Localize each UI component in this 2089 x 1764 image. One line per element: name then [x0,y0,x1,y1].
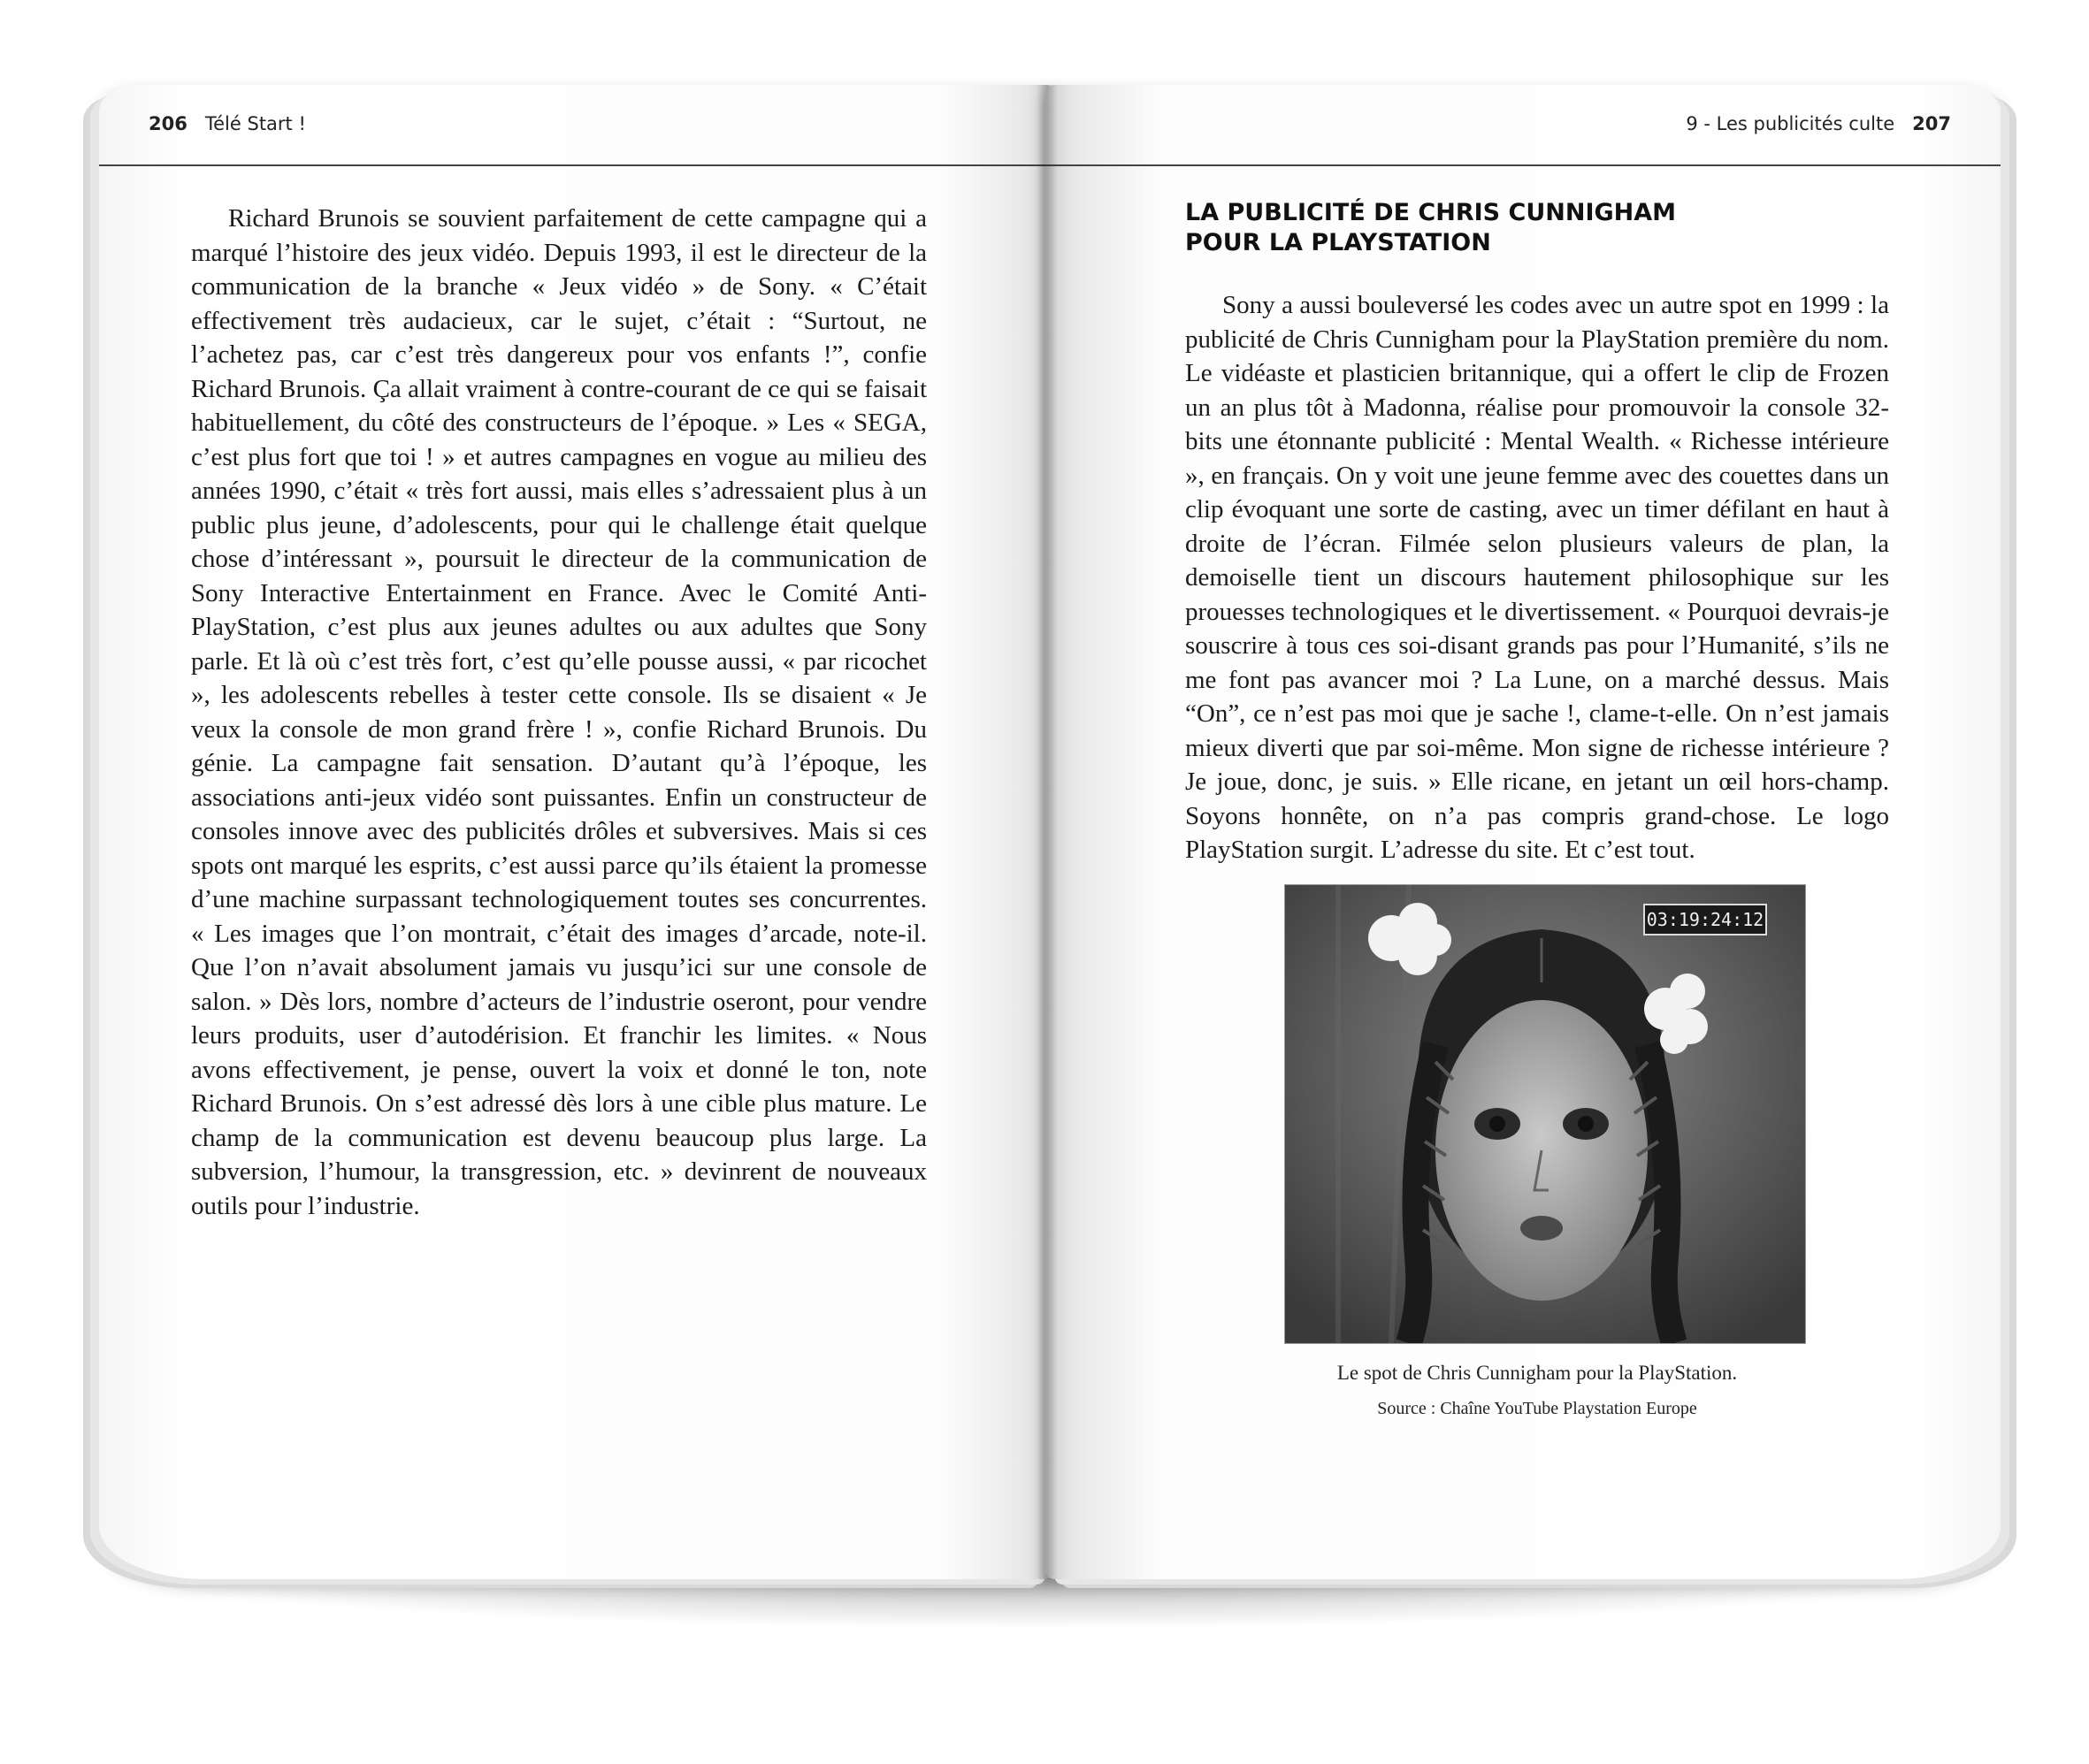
left-paragraph: Richard Brunois se souvient parfaitement de cette campagne qui a marqué l’histoire des jeux vidéo. Depuis 1993, il est le directeur de la communication de la branche « Jeux vidéo » de Sony. « C’était effectivement très audacieux, car le sujet, c’était : “Surtout, ne l’achetez pas, car c’est très dangereux pour vos enfants !”, confie Richard Brunois. Ça allait vraiment à contre-courant de ce qui se faisait habituellement, du côté des constructeurs de l’époque. » Les « SEGA, c’est plus fort que toi ! » et autres campagnes en vogue au milieu des années 1990, c’était « très fort aussi, mais elles s’adressaient plus à un public plus jeune, d’adolescents, pour qui le challenge était quelque chose d’intéressant », poursuit le directeur de la communication de Sony Interactive Entertainment en France. Avec le Comité Anti-PlayStation, c’est plus aux jeunes adultes ou aux adultes que Sony parle. Et là où c’est très fort, c’est qu’elle pousse aussi, « par ricochet », les adolescents rebelles à tester cette console. Ils se disaient « Je veux la console de mon grand frère ! », confie Richard Brunois. Du génie. La campagne fait sensation. D’autant qu’à l’époque, les associations anti-jeux vidéo sont puissantes. Enfin un constructeur de consoles innove avec des publicités drôles et subversives. Mais si ces spots ont marqué les esprits, c’est aussi parce qu’ils étaient la promesse d’une machine surpassant technologiquement toutes ses concurrentes. « Les images que l’on montrait, c’était des images d’arcade, note-il. Que l’on n’avait absolument jamais vu jusqu’ici sur une console de salon. » Dès lors, nombre d’acteurs de l’industrie oseront, pour vendre leurs produits, user d’autodérision. Et franchir les limites. « Nous avons effectivement, je pense, ouvert la voix et donné le ton, note Richard Brunois. On s’est adressé dès lors à une cible plus mature. Le champ de la communication est devenu beaucoup plus large. La subversion, l’humour, la transgression, etc. » devinrent de nouveaux outils pour l’industrie. [191,204,927,1220]
figure-caption: Le spot de Chris Cunnigham pour la PlayStation. [1336,1362,1738,1384]
right-body-text [1185,288,1889,867]
left-running-title: Télé Start ! [204,113,306,134]
right-page [1045,85,2001,1579]
video-still-figure [1284,884,1806,1344]
left-header-rule [99,164,1054,166]
video-still-illustration [1285,885,1805,1343]
section-heading [1185,198,1857,258]
left-body-text [191,202,927,1223]
right-paragraph: Sony a aussi bouleversé les codes avec un autre spot en 1999 : la publicité de Chris Cunnigham pour la PlayStation première du nom. Le vidéaste et plasticien britannique, qui a offert le clip de Frozen un an plus tôt à Madonna, réalise pour promouvoir la console 32-bits une étonnante publicité : Mental Wealth. « Richesse intérieure », en français. On y voit une jeune femme avec des couettes dans un clip évoquant une sorte de casting, avec un timer défilant en haut à droite de l’écran. Filmée selon plusieurs valeurs de plan, la demoiselle tient un discours hautement philosophique sur les prouesses technologiques et le divertissement. « Pourquoi devrais-je souscrire à tous ces soi-disant grands pas pour l’Humanité, s’ils ne me font pas avancer moi ? La Lune, on a marché dessus. Mais “On”, ce n’est pas moi que je sache !, clame-t-elle. On n’est jamais mieux diverti que par soi-même. Mon signe de richesse intérieure ? Je joue, donc, je suis. » Elle ricane, en jetant un œil hors-champ. Soyons honnête, on n’a pas compris grand-chose. Le logo PlayStation surgit. L’adresse du site. Et c’est tout. [1185,291,1889,864]
figure-source: Source : Chaîne YouTube Playstation Europe [1377,1399,1697,1418]
right-page-number: 207 [1912,113,1951,134]
right-running-title: 9 - Les publicités culte [1686,113,1895,134]
left-running-head [149,113,306,134]
book-spine-gutter [1037,85,1058,1579]
right-header-rule [1045,164,2001,166]
left-page-number: 206 [149,113,187,134]
section-heading-line1: LA PUBLICITÉ DE CHRIS CUNNIGHAM [1185,199,1677,226]
left-page [99,85,1054,1579]
section-heading-line2: POUR LA PLAYSTATION [1185,229,1491,256]
timecode-overlay: 03:19:24:12 [1646,909,1764,930]
right-running-head [1686,113,1951,134]
